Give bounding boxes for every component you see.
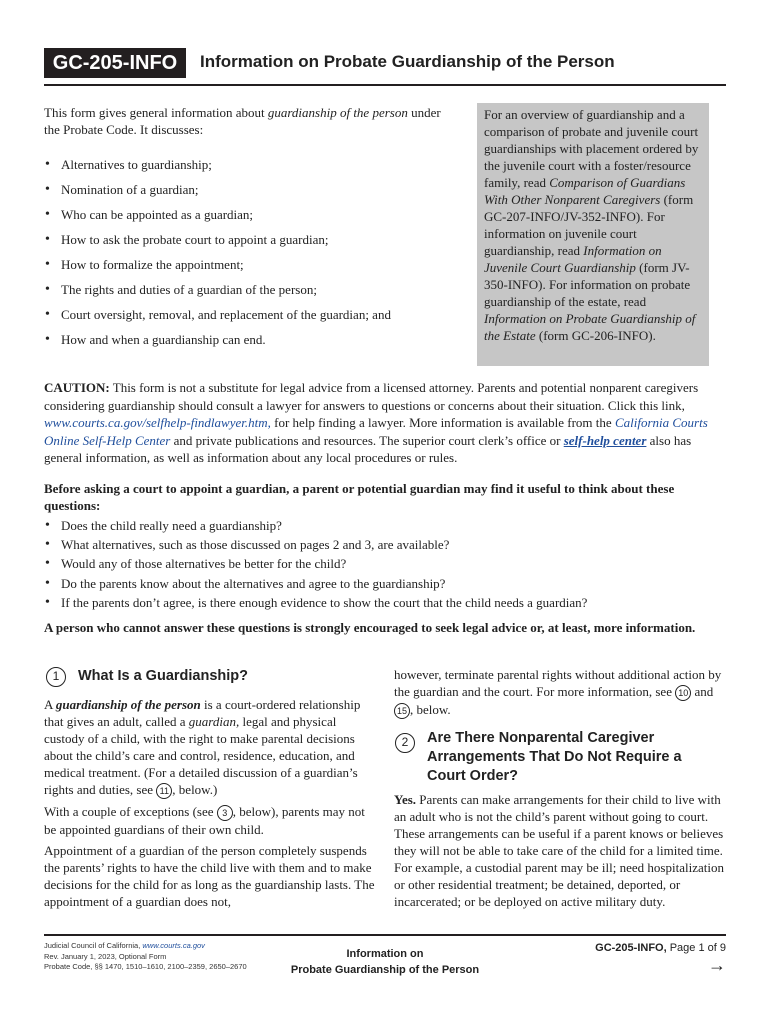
- text: With a couple of exceptions (see: [44, 804, 217, 820]
- footer-title-line: Probate Guardianship of the Person: [290, 964, 480, 976]
- section-heading: Are There Nonparental Caregiver Arrangements That Do Not Require a Court Order?: [427, 730, 682, 784]
- form-number-badge: GC-205-INFO: [44, 48, 186, 78]
- caution-text: for help finding a lawyer. More information is available from the: [270, 415, 615, 430]
- questions-list: [44, 517, 726, 613]
- answer-label: Yes.: [394, 792, 417, 807]
- text: A: [44, 697, 56, 712]
- list-item: • Who can be appointed as a guardian;: [44, 206, 464, 231]
- list-item: • How to formalize the appointment;: [44, 256, 464, 281]
- paragraph: [44, 803, 378, 838]
- section-ref-badge: 15: [394, 703, 410, 719]
- overview-text: (form JV-350-INFO). For information on probate guardianship of the estate, read: [484, 260, 691, 309]
- section-number-badge: 1: [46, 667, 66, 687]
- page-number: Page 1 of 9: [669, 942, 726, 954]
- text: , below), parents may not be appointed guardians of their own child.: [44, 804, 365, 838]
- text: Judicial Council of California,: [44, 941, 143, 950]
- footer-form-number: GC-205-INFO,: [595, 942, 667, 954]
- overview-text: (form GC-207-INFO/JV-352-INFO). For information on juvenile court guardianship, read: [484, 192, 694, 258]
- header-divider: [44, 84, 726, 86]
- self-help-center-link[interactable]: California Courts Online Self-Help Center: [44, 415, 708, 448]
- topics-list: [44, 156, 464, 356]
- local-self-help-link[interactable]: self-help center: [563, 432, 647, 448]
- text: , below.: [410, 702, 451, 718]
- paragraph: [44, 696, 378, 799]
- form-reference: Information on Juvenile Court Guardianship: [484, 243, 662, 275]
- overview-text: (form GC-206-INFO).: [535, 328, 656, 343]
- text: is a court-ordered relationship that gives an adult, called a: [44, 697, 361, 729]
- list-item: • Does the child really need a guardianship?: [44, 517, 726, 536]
- list-item: • If the parents don’t agree, is there enough evidence to show the court that the child needs a guardian?: [44, 594, 726, 613]
- text: and: [691, 684, 714, 699]
- caution-text: and private publications and resources. The superior court clerk’s office or: [170, 432, 564, 448]
- continuation-paragraph: [394, 666, 726, 719]
- section-number-badge: 2: [395, 733, 415, 753]
- text: Parents can make arrangements for their child to live with an adult who is not the child’s parent without going to court. These arrangements can be useful if a parent knows or believes they will not be able to take care of the child for a limited time. For example, a custodial parent may be ill; need hospitalization or other residential treatment; be detained, deported, or incarcerated; or be deployed on active military duty.: [394, 792, 724, 909]
- overview-text: For an overview of guardianship and a comparison of probate and juvenile court guardianships with placement ordered by the juvenile court with a foster/resource family, read: [484, 107, 699, 190]
- caution-label: CAUTION:: [44, 380, 110, 395]
- find-lawyer-link[interactable]: www.courts.ca.gov/selfhelp-findlawyer.htm,: [44, 415, 271, 430]
- footer-line: [44, 941, 247, 952]
- list-item: • Court oversight, removal, and replacement of the guardian; and: [44, 306, 464, 331]
- intro-text-end: under the Probate Code. It discusses:: [44, 105, 441, 137]
- intro-text: This form gives general information about: [44, 105, 268, 120]
- form-reference: Information on Probate Guardianship of the Estate: [484, 311, 696, 343]
- next-page-arrow-icon[interactable]: →: [708, 955, 726, 975]
- defined-term: guardianship of the person: [55, 697, 201, 712]
- section-heading: What Is a Guardianship?: [78, 668, 248, 684]
- footer-line: Rev. January 1, 2023, Optional Form: [44, 951, 167, 961]
- footer-divider: [44, 934, 726, 936]
- footer-citation: [44, 941, 247, 973]
- footer-line: Probate Code, §§ 1470, 1510–1610, 2100–2359, 2650–2670: [44, 962, 247, 971]
- courts-website-link[interactable]: www.courts.ca.gov: [142, 941, 205, 950]
- section-ref-badge: 10: [675, 685, 691, 701]
- list-item: • Alternatives to guardianship;: [44, 156, 464, 181]
- intro-paragraph: [44, 104, 454, 138]
- section-ref-badge: 3: [217, 805, 233, 821]
- page-title: Information on Probate Guardianship of the Person: [200, 52, 615, 71]
- defined-term: guardian,: [188, 714, 240, 729]
- paragraph: Appointment of a guardian of the person completely suspends the parents’ rights to have the child live with them and to make decisions for the child for as long as the guardianship lasts. The appointment of a guardian does not,: [44, 843, 375, 910]
- form-reference: Comparison of Guardians With Other Nonparent Caregivers: [484, 175, 686, 207]
- list-item: • Do the parents know about the alternatives and agree to the guardianship?: [44, 575, 726, 594]
- list-item: • How to ask the probate court to appoint a guardian;: [44, 231, 464, 256]
- text: however, terminate parental rights without additional action by the guardian and the court. For more information, see: [394, 667, 722, 699]
- section2-body: [394, 791, 726, 910]
- caution-paragraph: [44, 379, 726, 467]
- footer-title-line: Information on: [346, 948, 424, 960]
- intro-italic-term: guardianship of the person: [267, 105, 408, 120]
- caution-text: This form is not a substitute for legal advice from a licensed attorney. Parents and potential nonparent caregivers considering guardianship should consult a lawyer for answers to questions or concerns about their situation. Click this link,: [44, 380, 699, 413]
- list-item: • Would any of those alternatives be better for the child?: [44, 555, 726, 574]
- list-item: • How and when a guardianship can end.: [44, 331, 464, 356]
- section-ref-badge: 11: [156, 783, 172, 799]
- list-item: • The rights and duties of a guardian of the person;: [44, 281, 464, 306]
- caution-text: also has general information, as well as information about any local procedures or rules.: [44, 432, 692, 465]
- section1-body: [44, 696, 378, 914]
- text: legal and physical custody of a child, with the right to make parental decisions about the child’s care and control, residence, education, and medical treatment. (For a detailed discussion of a guardian’s rights and duties, see: [44, 714, 358, 797]
- footer-title: [260, 946, 510, 978]
- list-item: • Nomination of a guardian;: [44, 181, 464, 206]
- questions-outro: A person who cannot answer these questions is strongly encouraged to seek legal advice or, at least, more information.: [44, 620, 696, 635]
- text: , below.): [172, 782, 218, 797]
- list-item: • What alternatives, such as those discussed on pages 2 and 3, are available?: [44, 536, 726, 555]
- footer-page-info: [595, 942, 726, 976]
- overview-info-box: [477, 103, 709, 366]
- questions-intro: Before asking a court to appoint a guardian, a parent or potential guardian may find it useful to think about these questions:: [44, 481, 675, 513]
